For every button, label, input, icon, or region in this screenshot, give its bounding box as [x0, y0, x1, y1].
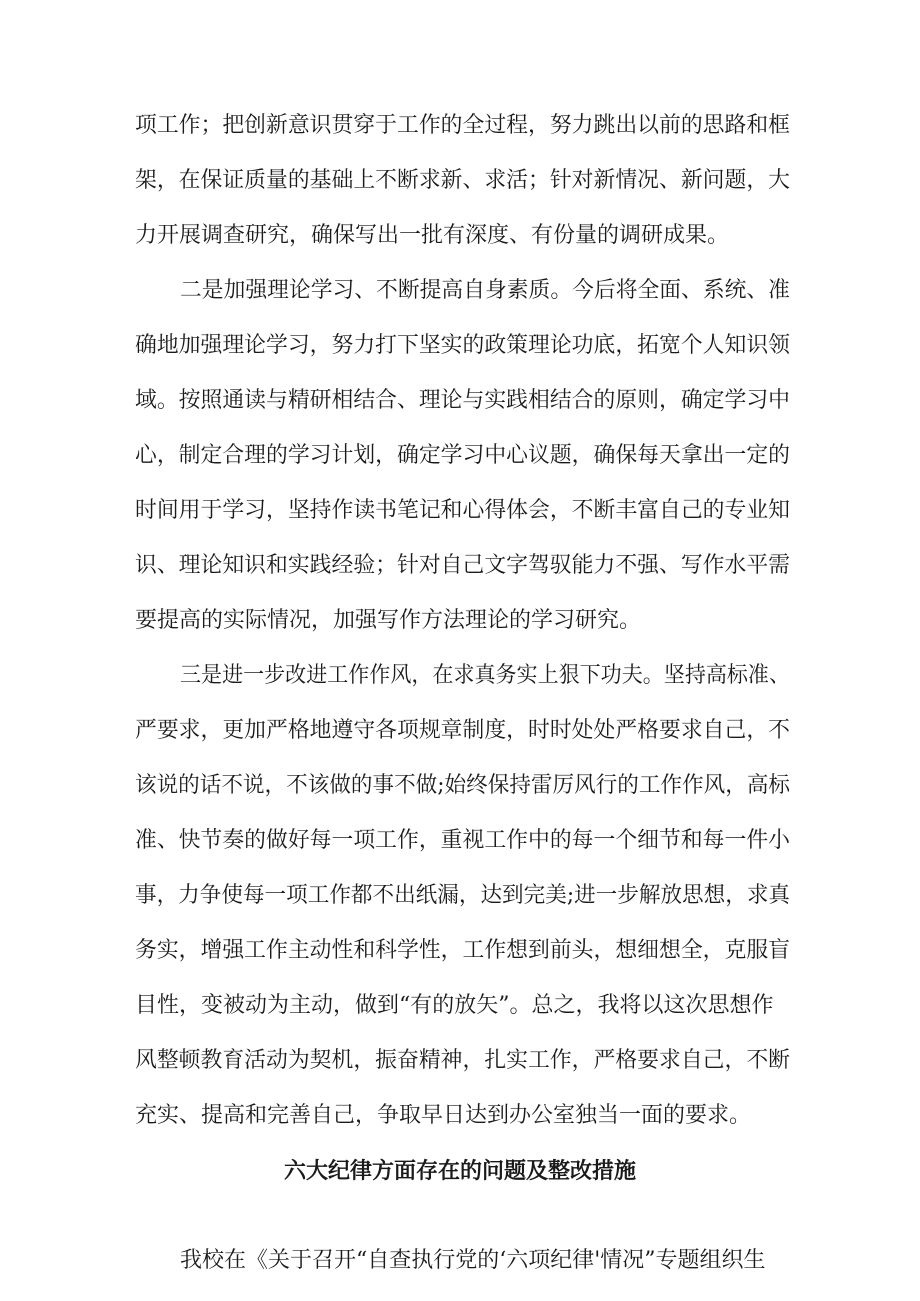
line-text: 要提高的实际情况，加强写作方法理论的学习研究。: [135, 608, 642, 633]
body-line: [0, 491, 920, 531]
line-text: 准、快节奏的做好每一项工作，重视工作中的每一个细节和每一件小: [135, 828, 790, 853]
body-line: [0, 436, 920, 476]
body-line: [0, 106, 920, 146]
body-line: [0, 1041, 920, 1081]
body-line: [0, 1241, 920, 1281]
body-line: [0, 931, 920, 971]
line-text: 力开展调查研究，确保写出一批有深度、有份量的调研成果。: [135, 223, 730, 248]
line-text: 识、理论知识和实践经验；针对自己文字驾驭能力不强、写作水平需: [135, 553, 790, 578]
line-text: 务实，增强工作主动性和科学性，工作想到前头，想细想全，克服盲: [135, 938, 790, 963]
body-line: [0, 161, 920, 201]
body-line: [0, 326, 920, 366]
line-text: 二是加强理论学习、不断提高自身素质。今后将全面、系统、准: [180, 278, 790, 303]
line-text: 心，制定合理的学习计划，确定学习中心议题，确保每天拿出一定的: [135, 443, 790, 468]
body-line: [0, 1096, 920, 1136]
line-text: 域。按照通读与精研相结合、理论与实践相结合的原则，确定学习中: [135, 388, 790, 413]
line-text: 事，力争使每一项工作都不出纸漏，达到完美;进一步解放思想，求真: [135, 883, 791, 908]
body-line: [0, 656, 920, 696]
body-line: [0, 766, 920, 806]
body-line: [0, 876, 920, 916]
line-text: 三是进一步改进工作作风，在求真务实上狠下功夫。坚持高标准、: [180, 663, 791, 688]
line-text: 确地加强理论学习，努力打下坚实的政策理论功底，拓宽个人知识领: [135, 333, 790, 358]
section-heading: 六大纪律方面存在的问题及整改措施: [283, 1158, 636, 1184]
body-line: [0, 821, 920, 861]
line-text: 时间用于学习，坚持作读书笔记和心得体会，不断丰富自己的专业知: [135, 498, 790, 523]
body-line: [0, 381, 920, 421]
body-line: [0, 546, 920, 586]
line-text: 该说的话不说，不该做的事不做;始终保持雷厉风行的工作作风，高标: [135, 773, 791, 798]
line-text: 风整顿教育活动为契机，振奋精神，扎实工作，严格要求自己，不断: [135, 1048, 790, 1073]
body-line: [0, 986, 920, 1026]
line-text: 目性，变被动为主动，做到“有的放矢”。总之，我将以这次思想作: [135, 993, 774, 1018]
body-line: [0, 271, 920, 311]
line-text: 充实、提高和完善自己，争取早日达到办公室独当一面的要求。: [135, 1103, 752, 1128]
line-text: 我校在《关于召开“自查执行党的‘六项纪律'情况”专题组织生: [180, 1248, 766, 1273]
line-text: 项工作；把创新意识贯穿于工作的全过程，努力跳出以前的思路和框: [135, 113, 790, 138]
body-line: [0, 711, 920, 751]
line-text: 严要求，更加严格地遵守各项规章制度，时时处处严格要求自己，不: [135, 718, 790, 743]
body-line: [0, 601, 920, 641]
body-line: [0, 216, 920, 256]
line-text: 架，在保证质量的基础上不断求新、求活；针对新情况、新问题，大: [135, 168, 790, 193]
